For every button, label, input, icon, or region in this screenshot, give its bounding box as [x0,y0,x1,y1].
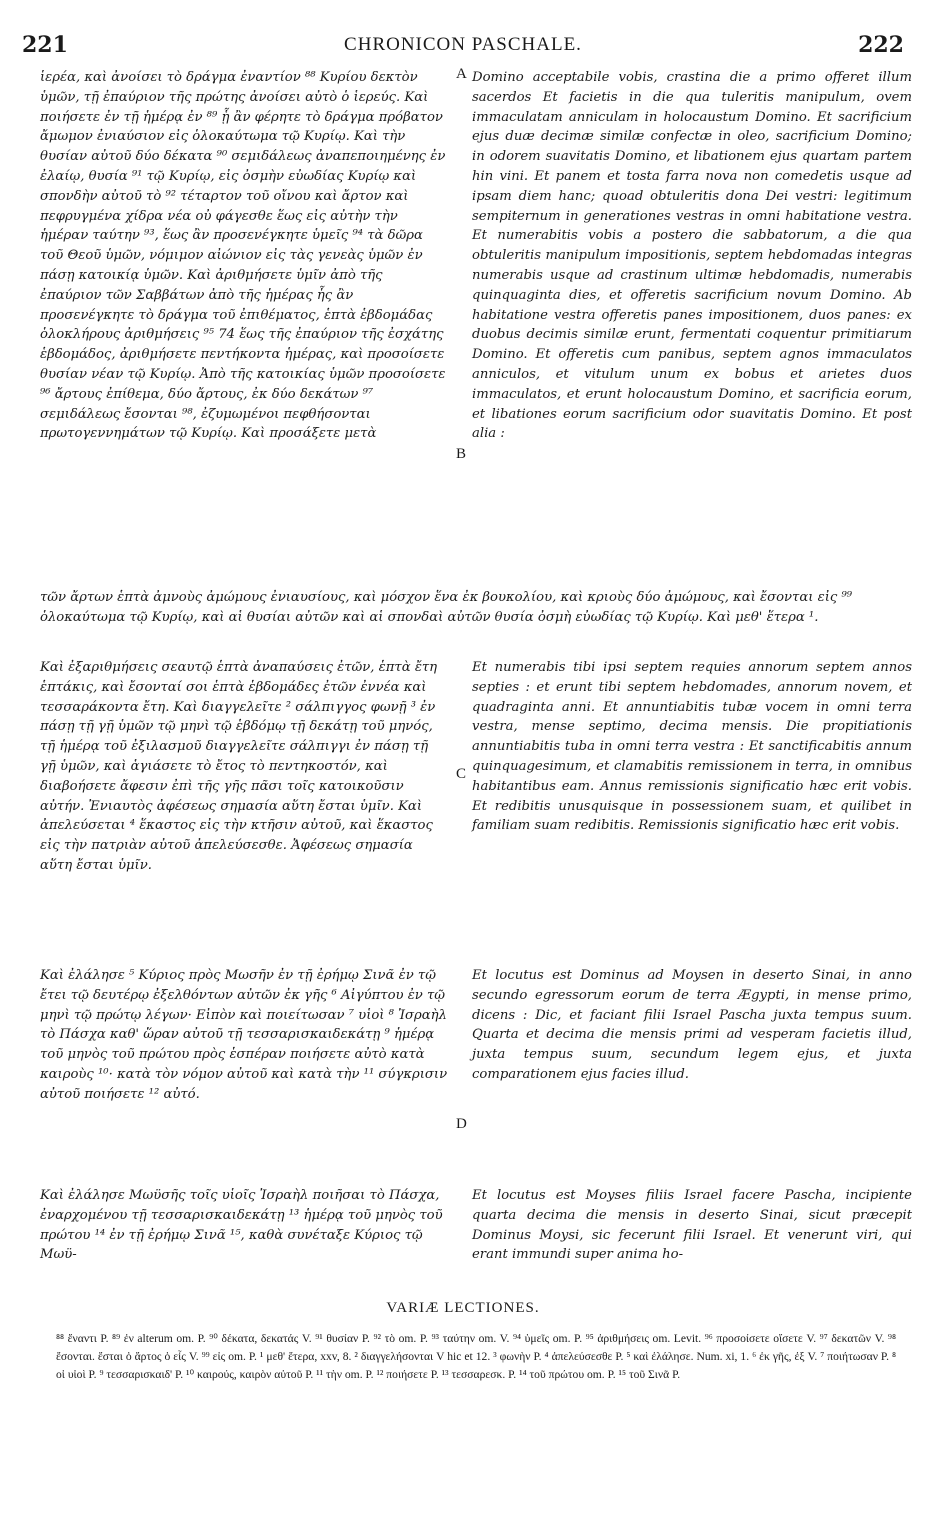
parallel-block-3 [40,966,912,1176]
latin-text: Et numerabis tibi ipsi septem requies annorum septem annos septies : et erunt tibi septem hebdomades, annorum novem, et quadraginta anni. Et annuntiabitis tubæ vocem in omni terra vestra, mense septimo, decima mensis. Die propitiationis annuntiabitis tuba in omni terra vestra : Et sanctificabitis annum quinquagesimum, et clamabitis remissionem in terra, in omnibus habitantibus eam. Annus remissionis significatio hæc erit vobis. Et redibitis unusquisque in possessionem suam, et quilibet in familiam suam redibitis. Remissionis significatio hæc erit vobis. [472,660,912,834]
running-title: CHRONICON PASCHALE. [344,34,582,55]
latin-text: Et locutus est Moyses filiis Israel facere Pascha, incipiente quarta decima die mensis in deserto Sinai, sicut præcepit Dominus Moysi, sic fecerunt filii Israel. Et venerunt viri, qui erant immundi super anima ho- [472,1188,912,1263]
latin-text: Et locutus est Dominus ad Moysen in deserto Sinai, in anno secundo egressorum eorum de terra Ægypti, in mense primo, dicens : Dic, et faciant filii Israel Pascha juxta tempus suum. Quarta et decima die mensis primi ad vesperam facietis illud, juxta tempus suum, secundum legem ejus, et juxta comparationem ejus facies illud. [472,968,912,1082]
page-header [18,32,908,66]
greek-column [40,966,448,1105]
latin-column [472,1186,912,1265]
margin-letter-c: C [456,766,467,782]
latin-text: Domino acceptabile vobis, crastina die a primo offeret illum sacerdos Et facietis in die qua tuleritis manipulum, ovem immaculatam anniculam in holocaustum Domino. Et sacrificium ejus duæ decimæ similæ confectæ in oleo, sacrificium Domino; in odorem suavitatis Domino, et libationem ejus quartam partem hin vini. Et panem et tosta farra nova non comedetis usque ad ipsam diem hanc; quoad obtuleritis dona Dei vestri: legitimum sempiternum in generationes vestras in omni habitatione vestra. Et numerabitis vobis a postero die sabbatorum, a die qua obtuleritis manipulum impositionis, septem hebdomadas integras numerabis usque ad crastinum ultimæ hebdomadis, numerabis quinquaginta dies, et offeretis sacrificium novum Domino. Ab habitatione vestra offeretis panes impositionem, duos panes: ex duobus decimis similæ erunt, fermentati coquentur primitiarum Domino. Et offeretis cum panibus, septem agnos immaculatos anniculos, et vitulum unum ex bobus et arietes duos immaculatos, et erunt holocaustum Domino, et sacrificia eorum, et libationes eorum sacrificium odor suavitatis Domino. Et post alia : [472,70,912,442]
latin-column [472,68,912,444]
variae-lectiones-heading: VARIÆ LECTIONES. [386,1300,540,1316]
greek-column [40,1186,448,1265]
margin-letter-b: B [456,446,467,462]
full-width-greek: τῶν ἄρτων ἑπτὰ ἀμνοὺς ἀμώμους ἐνιαυσίους, καὶ μόσχον ἕνα ἐκ βουκολίου, καὶ κριοὺς δύο ἀμώμους, καὶ ἔσονται εἰς ⁹⁹ ὁλοκαύτωμα τῷ Κυρίῳ, καὶ αἱ θυσίαι αὐτῶν καὶ αἱ σπονδαὶ αὐτῶν θυσία ὀσμὴ εὐωδίας τῷ Κυρίῳ. Καὶ μεθ' ἕτερα ¹. [40,590,853,625]
margin-letter-a: A [456,66,467,82]
margin-letter-d: D [456,1116,467,1132]
page-number-right: 222 [858,32,904,58]
greek-column [40,658,448,876]
latin-column [472,966,912,1085]
parallel-block-2 [40,658,912,948]
footnotes: ⁸⁸ ἔναντι P. ⁸⁹ ἐν alterum om. P. ⁹⁰ δέκατα, δεκατάς V. ⁹¹ θυσίαν P. ⁹² τὸ om. P. ⁹³ ταύτην om. V. ⁹⁴ ὑμεῖς om. P. ⁹⁵ ἀριθμήσεις om. Levit. ⁹⁶ προσοίσετε οἴσετε V. ⁹⁷ δεκατῶν V. ⁹⁸ ἔσονται. ἔσται ὁ ἄρτος ὁ εἷς V. ⁹⁹ εἰς om. P. ¹ μεθ' ἕτερα, xxv, 8. ² διαγγελήσονται V hic et 12. ³ φωνὴν P. ⁴ ἀπελεύσεσθε P. ⁵ καὶ ἐλάλησε. Num. xi, 1. ⁶ ἐκ γῆς, ἐξ V. ⁷ ποιήτωσαν P. ⁸ οἱ υἱοὶ P. ⁹ τεσσαρισκαιδ' P. ¹⁰ καιρούς, καιρὸν αὐτοῦ P. ¹¹ τὴν om. P. ¹² ποιήσετε P. ¹³ τεσσαρεσκ. P. ¹⁴ τοῦ πρώτου om. P. ¹⁵ τοῦ Σινᾶ P. [56,1332,896,1382]
greek-column [40,68,448,444]
parallel-block-1 [40,68,912,588]
parallel-block-4 [40,1186,912,1296]
greek-text: Καὶ ἐξαριθμήσεις σεαυτῷ ἑπτὰ ἀναπαύσεις ἐτῶν, ἑπτὰ ἔτη ἑπτάκις, καὶ ἔσονταί σοι ἑπτὰ ἑβδομάδες ἐτῶν ἐννέα καὶ τεσσαράκοντα ἔτη. Καὶ διαγγελεῖτε ² σάλπιγγος φωνῇ ³ ἐν πάσῃ τῇ γῇ ὑμῶν τῷ μηνὶ τῷ ἑβδόμῳ τῇ δεκάτῃ τοῦ μηνός, τῇ ἡμέρᾳ τοῦ ἐξιλασμοῦ διαγγελεῖτε σάλπιγγι ἐν πάσῃ τῇ γῇ ὑμῶν, καὶ ἁγιάσετε τὸ ἔτος τὸ πεντηκοστόν, καὶ διαβοήσετε ἄφεσιν ἐπὶ τῆς γῆς πᾶσι τοῖς κατοικοῦσιν αὐτήν. Ἐνιαυτὸς ἀφέσεως σημασία αὕτη ἔσται ὑμῖν. Καὶ ἀπελεύσεται ⁴ ἕκαστος εἰς τὴν κτῆσιν αὐτοῦ, καὶ ἕκαστος εἰς τὴν πατριὰν αὐτοῦ ἀπελεύσεσθε. Ἀφέσεως σημασία αὕτη ἔσται ὑμῖν. [40,660,438,873]
latin-column [472,658,912,836]
greek-text: ἱερέα, καὶ ἀνοίσει τὸ δράγμα ἐναντίον ⁸⁸ Κυρίου δεκτὸν ὑμῶν, τῇ ἐπαύριον τῆς πρώτης ἀνοίσει αὐτὸ ὁ ἱερεύς. Καὶ ποιήσετε ἐν τῇ ἡμέρᾳ ἐν ⁸⁹ ᾗ ἂν φέρητε τὸ δράγμα πρόβατον ἄμωμον ἐνιαύσιον εἰς ὁλοκαύτωμα τῷ Κυρίῳ. Καὶ τὴν θυσίαν αὐτοῦ δύο δέκατα ⁹⁰ σεμιδάλεως ἀναπεποιημένης ἐν ἐλαίῳ, θυσία ⁹¹ τῷ Κυρίῳ, εἰς ὀσμὴν εὐωδίας Κυρίῳ καὶ σπονδὴν αὐτοῦ τὸ ⁹² τέταρτον τοῦ οἴνου καὶ ἄρτον καὶ πεφρυγμένα χίδρα νέα οὐ φάγεσθε ἕως εἰς αὐτὴν τὴν ἡμέραν ταύτην ⁹³, ἕως ἂν προσενέγκητε ὑμεῖς ⁹⁴ τὰ δῶρα τοῦ Θεοῦ ὑμῶν, νόμιμον αἰώνιον εἰς τὰς γενεὰς ὑμῶν ἐν πάσῃ κατοικίᾳ ὑμῶν. Καὶ ἀριθμήσετε ὑμῖν ἀπὸ τῆς ἐπαύριον τῶν Σαββάτων ἀπὸ τῆς ἡμέρας ἧς ἂν προσενέγκητε τὸ δράγμα τοῦ ἐπιθέματος, ἑπτὰ ἑβδομάδας ὁλοκλήρους ἀριθμήσεις ⁹⁵ 74 ἕως τῆς ἐπαύριον τῆς ἐσχάτης ἑβδομάδος, ἀριθμήσετε πεντήκοντα ἡμέρας, καὶ προσοίσετε θυσίαν νέαν τῷ Κυρίῳ. Ἀπὸ τῆς κατοικίας ὑμῶν προσοίσετε ⁹⁶ ἄρτους ἐπίθεμα, δύο ἄρτους, ἐκ δύο δεκάτων ⁹⁷ σεμιδάλεως ἔσονται ⁹⁸, ἐζυμωμένοι πεφθήσονται πρωτογεννημάτων τῷ Κυρίῳ. Καὶ προσάξετε μετὰ [40,70,446,442]
greek-text: Καὶ ἐλάλησε ⁵ Κύριος πρὸς Μωσῆν ἐν τῇ ἐρήμῳ Σινᾶ ἐν τῷ ἔτει τῷ δευτέρῳ ἐξελθόντων αὐτῶν ἐκ γῆς ⁶ Αἰγύπτου ἐν τῷ μηνὶ τῷ πρώτῳ λέγων· Εἰπὸν καὶ ποιείτωσαν ⁷ υἱοὶ ⁸ Ἰσραὴλ τὸ Πάσχα καθ' ὥραν αὐτοῦ τῇ τεσσαρισκαιδεκάτῃ ⁹ ἡμέρᾳ τοῦ μηνὸς τοῦ πρώτου πρὸς ἑσπέραν ποιήσετε αὐτὸ κατὰ καιροὺς ¹⁰· κατὰ τὸν νόμον αὐτοῦ καὶ κατὰ τὴν ¹¹ σύγκρισιν αὐτοῦ ποιήσετε ¹² αὐτό. [40,968,448,1102]
greek-text: Καὶ ἐλάλησε Μωϋσῆς τοῖς υἱοῖς Ἰσραὴλ ποιῆσαι τὸ Πάσχα, ἐναρχομένου τῇ τεσσαρισκαιδεκάτῃ ¹³ ἡμέρᾳ τοῦ μηνὸς τοῦ πρώτου ¹⁴ ἐν τῇ ἐρήμῳ Σινᾶ ¹⁵, καθὰ συνέταξε Κύριος τῷ Μωϋ- [40,1188,443,1263]
page-number-left: 221 [22,32,68,58]
